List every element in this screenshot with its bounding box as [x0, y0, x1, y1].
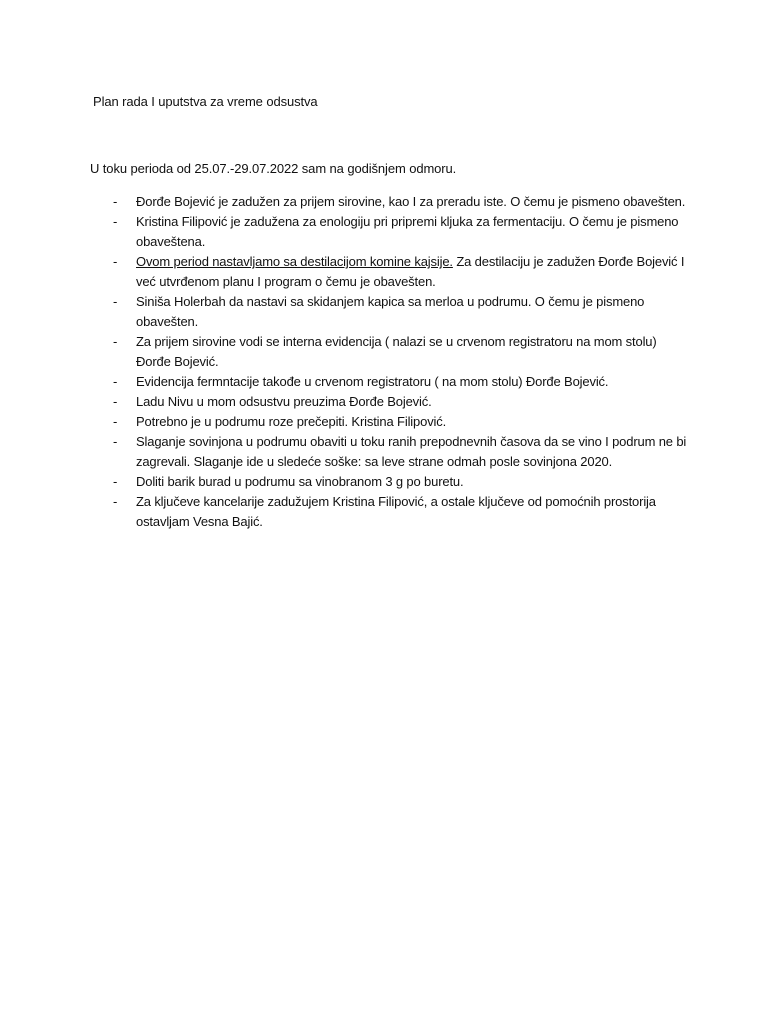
bullet-dash: -: [113, 494, 118, 509]
bullet-dash: -: [113, 434, 118, 449]
bullet-dash: -: [113, 474, 118, 489]
bullet-dash: -: [113, 214, 118, 229]
list-item: [90, 412, 690, 432]
list-item: [90, 392, 690, 412]
list-item-text: Evidencija fermntacije takođe u crvenom registratoru ( na mom stolu) Đorđe Bojević.: [136, 374, 609, 389]
list-item-text: Za destilaciju je zadužen Đorđe Bojević I već utvrđenom planu I program o čemu je obavešten.: [136, 254, 685, 289]
bullet-dash: -: [113, 294, 118, 309]
list-item: [90, 432, 690, 472]
list-item-text: Potrebno je u podrumu roze prečepiti. Kristina Filipović.: [136, 414, 447, 429]
list-item: [90, 252, 690, 292]
list-item-text: Đorđe Bojević je zadužen za prijem sirovine, kao I za preradu iste. O čemu je pismeno obavešten.: [136, 194, 686, 209]
list-item: [90, 472, 690, 492]
list-item-text: Ladu Nivu u mom odsustvu preuzima Đorđe Bojević.: [136, 394, 432, 409]
bullet-dash: -: [113, 254, 118, 269]
instruction-list: [90, 192, 690, 532]
bullet-dash: -: [113, 374, 118, 389]
intro-paragraph: U toku perioda od 25.07.-29.07.2022 sam na godišnjem odmoru.: [90, 161, 457, 176]
list-item: [90, 292, 690, 332]
bullet-dash: -: [113, 414, 118, 429]
underlined-text: Ovom period nastavljamo sa destilacijom komine kajsije.: [136, 254, 453, 269]
list-item: [90, 492, 690, 532]
list-item-text: Doliti barik burad u podrumu sa vinobranom 3 g po buretu.: [136, 474, 464, 489]
bullet-dash: -: [113, 194, 118, 209]
list-item: [90, 212, 690, 252]
list-item: [90, 372, 690, 392]
list-item: [90, 332, 690, 372]
bullet-dash: -: [113, 334, 118, 349]
list-item-text: Siniša Holerbah da nastavi sa skidanjem kapica sa merloa u podrumu. O čemu je pismeno obavešten.: [136, 294, 645, 329]
bullet-dash: -: [113, 394, 118, 409]
list-item-text: Za prijem sirovine vodi se interna evidencija ( nalazi se u crvenom registratoru na mom stolu) Đorđe Bojević.: [136, 334, 657, 369]
list-item-text: Slaganje sovinjona u podrumu obaviti u toku ranih prepodnevnih časova da se vino I podrum ne bi zagrevali. Slaganje ide u sledeće soške: sa leve strane odmah posle sovinjona 2020.: [136, 434, 687, 469]
list-item-text: Za ključeve kancelarije zadužujem Kristina Filipović, a ostale ključeve od pomoćnih prostorija ostavljam Vesna Bajić.: [136, 494, 656, 529]
list-item-text: Kristina Filipović je zadužena za enologiju pri pripremi kljuka za fermentaciju. O čemu je pismeno obaveštena.: [136, 214, 679, 249]
list-item: [90, 192, 690, 212]
document-title: Plan rada I uputstva za vreme odsustva: [93, 94, 318, 109]
